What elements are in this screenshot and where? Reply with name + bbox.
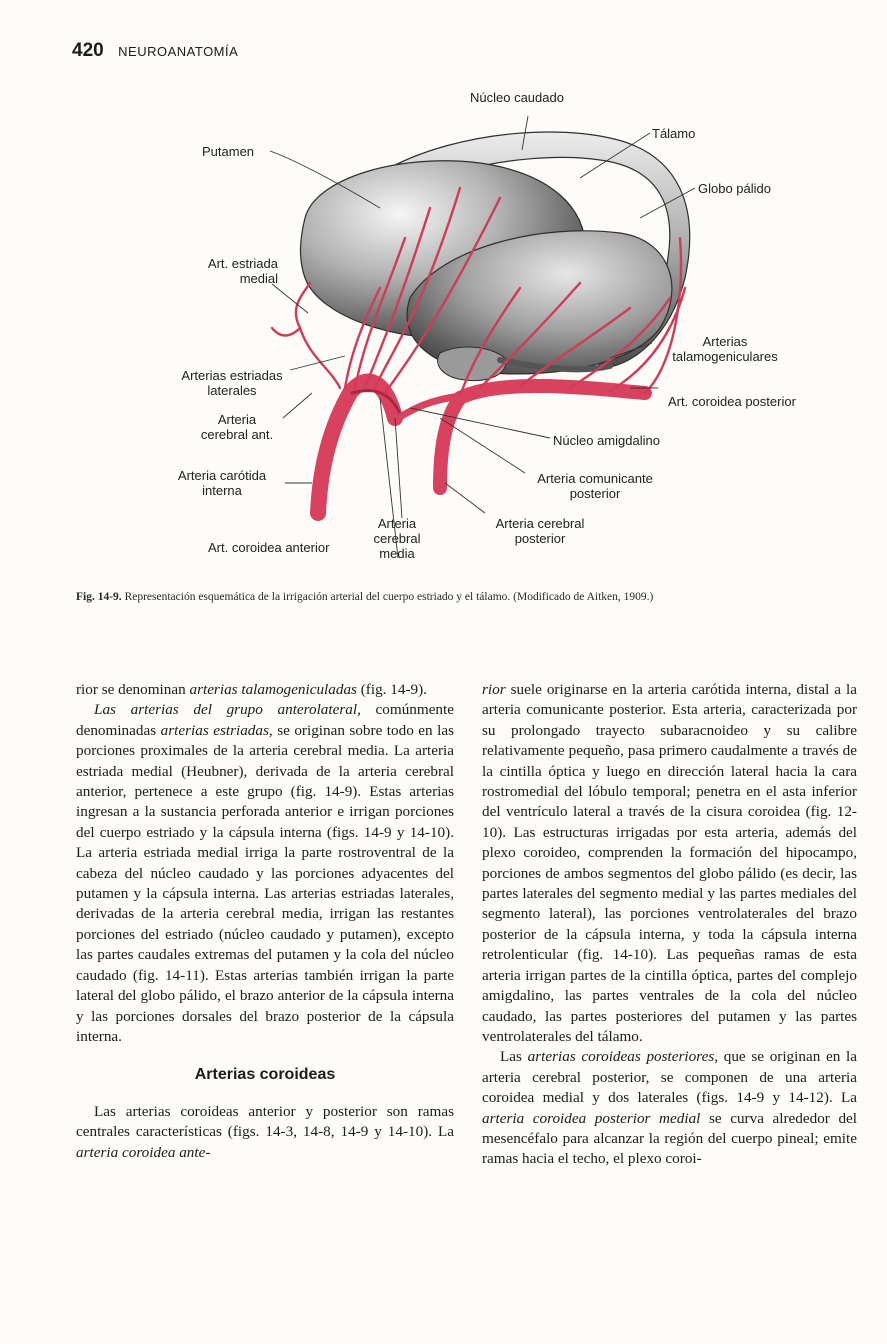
label-arteria-comunicante-posterior (515, 471, 675, 501)
text-run: , comúnmente denominadas (76, 701, 454, 739)
label-arteria-cerebral-posterior-line1: Arteria cerebral (495, 516, 585, 531)
amygdala-shape (438, 347, 506, 381)
emphasis-text: arteria coroidea ante- (76, 1143, 211, 1161)
section-heading: Arterias coroideas (194, 1066, 336, 1084)
emphasis-text: rior (482, 681, 506, 698)
paragraph (482, 680, 857, 1047)
right-text-column (482, 680, 857, 1170)
emphasis-text: arterias talamogeniculadas (189, 681, 357, 698)
label-art-coroidea-anterior: Art. coroidea anterior (208, 540, 330, 555)
label-arterias-talamogeniculares-line2: talamogeniculares (672, 349, 778, 364)
label-arteria-cerebral-posterior (480, 516, 600, 546)
label-arteria-cerebral-ant-line1: Arteria (217, 412, 257, 427)
label-art-coroidea-posterior: Art. coroidea posterior (668, 394, 796, 409)
paragraph (482, 1047, 857, 1169)
emphasis-text: arteria coroidea posterior medial (482, 1109, 701, 1127)
label-arteria-cerebral-ant-line2: cerebral ant. (200, 427, 274, 442)
internal-carotid-artery (318, 382, 395, 513)
label-arteria-cerebral-ant (182, 412, 292, 442)
label-nucleo-caudado: Núcleo caudado (470, 90, 564, 105)
label-arteria-cerebral-media (362, 516, 432, 561)
label-arterias-estriadas-laterales (162, 368, 302, 398)
section-title: NEUROANATOMÍA (118, 44, 239, 59)
emphasis-text: arterias coroideas posteriores (527, 1048, 715, 1066)
striatum-thalamus-illustration (140, 88, 840, 578)
left-text-column (76, 680, 454, 1163)
label-arteria-carotida-interna-line2: interna (202, 483, 242, 498)
label-putamen: Putamen (202, 144, 255, 159)
label-nucleo-amigdalino: Núcleo amigdalino (553, 433, 660, 448)
label-arteria-cerebral-media-line3: media (379, 546, 415, 561)
label-arteria-comunicante-posterior-line2: posterior (569, 486, 621, 501)
figure-caption-text: Representación esquemática de la irrigación arterial del cuerpo estriado y el tálamo. (Modificado de Aitken, 1909.) (124, 591, 654, 603)
emphasis-text: arterias estriadas (160, 721, 269, 739)
label-art-estriada-medial-line1: Art. estriada (207, 256, 278, 271)
label-arteria-carotida-interna (162, 468, 282, 498)
label-arteria-cerebral-media-line2: cerebral (373, 531, 421, 546)
text-run: Las arterias coroideas anterior y posterior son ramas centrales características (figs. 14-3, 14-8, 14-9 y 14-10). La (76, 1102, 454, 1141)
running-head (72, 40, 238, 62)
figure-14-9 (140, 88, 840, 578)
text-run: se curva alrededor del mesencéfalo para alcanzar la región del cuerpo pineal; emite ramas hacia el techo, el plexo coroi- (482, 1109, 857, 1168)
text-run: suele originarse en la arteria carótida interna, distal a la arteria comunicante posterior. Esta arteria, caracterizada por su prolongado trayecto subaracnoideo y su calibre relativamente pequeño, pasa primero caudalmente a través de la cintilla óptica y luego en dirección lateral hacia la cara rostromedial del lóbulo temporal; penetra en el asta inferior del ventrículo lateral a través de la cisura coroidea (fig. 12-10). Las estructuras irrigadas por esta arteria, además del plexo coroideo, comprenden la formación del hipocampo, porciones de ambos segmentos del globo pálido (es decir, las partes laterales del segmento medial y las partes mediales del segmento lateral), las porciones ventrolaterales del brazo posterior de la cápsula interna, y toda la cápsula interna retrolenticular (fig. 14-10). Las pequeñas ramas de esta arteria irrigan partes de la cintilla óptica, partes del complejo amigdalino, las partes ventrales de la cola del núcleo caudado, las partes posteriores del putamen y las partes ventrolaterales del tálamo. (482, 681, 857, 1045)
label-arterias-talamogeniculares (650, 334, 800, 364)
emphasis-text: Las arterias del grupo anterolateral (94, 701, 358, 719)
figure-caption (76, 590, 856, 605)
paragraph (76, 700, 454, 1047)
text-run: rior se denominan (76, 681, 190, 698)
text-run: (fig. 14-9). (356, 681, 427, 698)
paragraph (76, 680, 454, 700)
label-art-estriada-medial-line2: medial (239, 271, 278, 286)
label-arterias-estriadas-laterales-line2: laterales (207, 383, 257, 398)
label-arteria-comunicante-posterior-line1: Arteria comunicante (537, 471, 653, 486)
label-arteria-cerebral-posterior-line2: posterior (514, 531, 566, 546)
label-globo-palido: Globo pálido (698, 181, 771, 196)
paragraph (76, 1102, 454, 1163)
text-run: Las (500, 1048, 528, 1066)
label-art-estriada-medial (188, 256, 278, 286)
text-run: , se originan sobre todo en las porciones proximales de la arteria cerebral media. La arteria estriada medial (Heubner), derivada de la arteria cerebral anterior, pertenece a este grupo (fig. 14-9). Estas arterias ingresan a la sustancia perforada anterior e irrigan porciones del cuerpo estriado y la cápsula interna (figs. 14-9 y 14-10). La arteria estriada medial irriga la parte rostroventral de la cabeza del núcleo caudado y las porciones adyacentes del putamen y la cápsula interna. Las arterias estriadas laterales, derivadas de la arteria cerebral media, irrigan las restantes porciones del estriado (núcleo caudado y putamen), excepto las partes caudales extremas del putamen y la cola del núcleo caudado (fig. 14-11). Estas arterias también irrigan la parte lateral del globo pálido, el brazo anterior de la cápsula interna y las porciones dorsales del brazo posterior de la cápsula interna. (76, 721, 454, 1045)
label-talamo: Tálamo (652, 126, 696, 141)
page-number: 420 (72, 40, 104, 61)
text-run: , que se originan en la arteria cerebral posterior, se componen de una arteria coroidea medial y dos laterales (figs. 14-9 y 14-12). La (482, 1048, 857, 1107)
label-arteria-cerebral-media-line1: Arteria (377, 516, 417, 531)
figure-caption-label: Fig. 14-9. (76, 591, 122, 603)
label-arterias-estriadas-laterales-line1: Arterias estriadas (181, 368, 283, 383)
label-arteria-carotida-interna-line1: Arteria carótida (177, 468, 267, 483)
label-arterias-talamogeniculares-line1: Arterias (702, 334, 748, 349)
